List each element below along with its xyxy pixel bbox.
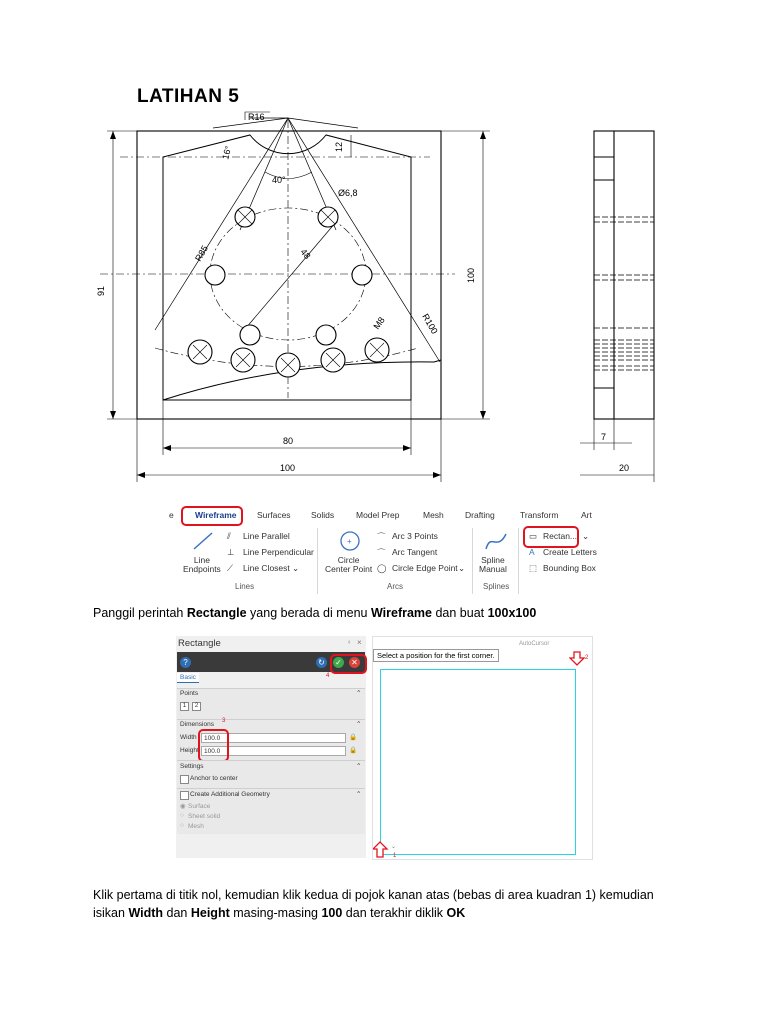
dimensions-label: Dimensions (180, 721, 214, 728)
tab-solids[interactable]: Solids (311, 510, 335, 520)
cancel-button[interactable]: ✕ (349, 657, 360, 668)
tab-model-prep[interactable]: Model Prep (356, 510, 400, 520)
collapse-icon[interactable]: ⌃ (356, 791, 362, 798)
dim-r16: R16 (248, 112, 265, 122)
point-1-button[interactable]: 1 (180, 702, 189, 711)
dim-48: 48 (298, 246, 313, 261)
tab-basic[interactable]: Basic (177, 673, 199, 683)
radio-icon[interactable]: ◉ (180, 803, 186, 810)
lock-icon[interactable]: 🔒 (349, 747, 358, 754)
highlight-dimensions (198, 729, 229, 762)
hole (205, 265, 225, 285)
points-label: Points (180, 690, 199, 697)
radio-icon[interactable]: ○ (180, 822, 184, 829)
tab-surfaces[interactable]: Surfaces (257, 510, 291, 520)
anchor-checkbox[interactable] (180, 775, 189, 784)
line-endpoints-icon[interactable] (191, 530, 215, 552)
tab-edge[interactable]: e (169, 510, 174, 520)
dim-91: 91 (96, 285, 106, 296)
tab-mesh[interactable]: Mesh (423, 510, 444, 520)
chevron-down-icon[interactable]: ⌄ (292, 563, 300, 573)
width-field[interactable]: 100.0 (201, 733, 346, 743)
settings-label: Settings (180, 763, 204, 770)
tab-transform[interactable]: Transform (520, 510, 559, 520)
hole (316, 325, 336, 345)
dim-r85: R85 (193, 243, 210, 263)
hole (240, 325, 260, 345)
svg-text:⌄: ⌄ (391, 844, 397, 850)
group-label-lines: Lines (235, 582, 255, 591)
dim-100-vertical: 100 (466, 267, 476, 283)
ok-button[interactable]: ✓ (333, 657, 344, 668)
rectangle-icon: ▭ (529, 531, 538, 541)
group-label-splines: Splines (483, 582, 510, 591)
chevron-down-icon[interactable]: ⌄ (458, 563, 466, 573)
anchor-label: Anchor to center (190, 775, 238, 782)
arc-3-points-button[interactable]: Arc 3 Points (392, 531, 438, 541)
line-perpendicular-button[interactable]: Line Perpendicular (243, 547, 314, 557)
dim-80: 80 (283, 436, 294, 446)
settings-section (177, 760, 365, 788)
svg-text:2: 2 (585, 655, 589, 661)
arc-tangent-icon: ⌒ (377, 548, 386, 558)
page-title: LATIHAN 5 (137, 86, 240, 107)
additional-checkbox[interactable] (180, 791, 189, 800)
mesh-label: Mesh (188, 823, 204, 830)
graphics-viewport[interactable] (372, 636, 593, 860)
pin-icon[interactable]: ‹ (348, 639, 351, 646)
rectangle-button[interactable]: Rectan... (543, 531, 578, 541)
circle-center-icon[interactable] (338, 530, 362, 552)
dim-r100: R100 (420, 312, 440, 336)
svg-text:+: + (347, 537, 352, 546)
lock-icon[interactable]: 🔒 (349, 734, 358, 741)
marker-3: 3 (222, 718, 226, 724)
help-button[interactable]: ? (180, 657, 191, 668)
dim-7: 7 (601, 432, 607, 442)
line-closest-icon: ⟋ (227, 563, 233, 573)
ribbon-toolbar (165, 506, 605, 596)
panel-title: Rectangle (178, 638, 221, 649)
group-label-arcs: Arcs (387, 582, 403, 591)
collapse-icon[interactable]: ⌃ (356, 690, 362, 697)
height-field[interactable]: 100.0 (201, 746, 346, 756)
height-label: Height (180, 747, 199, 754)
marker-4: 4 (326, 673, 330, 679)
spline-icon[interactable] (483, 530, 509, 552)
dim-40deg: 40° (272, 175, 286, 185)
instruction-1: Panggil perintah Rectangle yang berada di menu Wireframe dan buat 100x100 (93, 606, 537, 620)
rectangle-preview (380, 669, 576, 855)
line-parallel-icon: ⫽ (227, 531, 231, 541)
radio-icon[interactable]: ○ (180, 812, 184, 819)
tooltip: Select a position for the first corner. (373, 649, 499, 662)
hole (352, 265, 372, 285)
line-closest-button[interactable]: Line Closest (243, 563, 290, 573)
svg-text:1: 1 (393, 853, 397, 859)
create-letters-icon: A (529, 547, 535, 557)
technical-drawing (90, 105, 670, 490)
additional-label: Create Additional Geometry (190, 791, 270, 798)
close-icon[interactable]: × (357, 638, 362, 647)
arc-3-points-icon: ⌒ (377, 532, 386, 542)
bounding-box-button[interactable]: Bounding Box (543, 563, 596, 573)
highlight-rectangle (523, 526, 579, 548)
point-2-button[interactable]: 2 (192, 702, 201, 711)
sheet-solid-label: Sheet solid (188, 813, 221, 820)
line-perpendicular-icon: ⊥ (227, 547, 235, 557)
tab-wireframe[interactable]: Wireframe (195, 510, 237, 520)
bounding-box-icon: ⬚ (529, 563, 538, 573)
circle-edge-icon: ◯ (377, 563, 387, 573)
apply-button[interactable]: ↻ (316, 657, 327, 668)
tab-art[interactable]: Art (581, 510, 592, 520)
autocursor-label[interactable]: AutoCursor (519, 641, 550, 647)
spline-manual-button[interactable]: Spline Manual (479, 555, 507, 574)
line-endpoints-button[interactable]: Line Endpoints (183, 555, 221, 574)
rectangle-panel (176, 636, 366, 858)
create-letters-button[interactable]: Create Letters (543, 547, 597, 557)
line-parallel-button[interactable]: Line Parallel (243, 531, 290, 541)
instruction-2: Klik pertama di titik nol, kemudian klik kedua di pojok kanan atas (bebas di area kuadran 1) kemudian isikan Width dan Height masing-masing 100 dan terakhir diklik OK (93, 888, 654, 920)
dim-20: 20 (619, 463, 630, 473)
circle-edge-point-button[interactable]: Circle Edge Point (392, 563, 458, 573)
collapse-icon[interactable]: ⌃ (356, 763, 362, 770)
arrow-down-icon (569, 651, 591, 669)
dim-m8: M8 (371, 315, 387, 332)
chevron-down-icon[interactable]: ⌄ (582, 531, 590, 541)
surface-label: Surface (188, 803, 211, 810)
dim-12: 12 (334, 141, 344, 152)
highlight-ok (330, 654, 367, 674)
collapse-icon[interactable]: ⌃ (356, 721, 362, 728)
dim-100-horizontal: 100 (280, 463, 296, 473)
tab-drafting[interactable]: Drafting (465, 510, 495, 520)
dim-16deg: 16° (220, 144, 234, 161)
dim-phi68: Ø6,8 (338, 188, 358, 198)
arrow-up-icon (373, 841, 403, 859)
arc-tangent-button[interactable]: Arc Tangent (392, 547, 438, 557)
highlight-wireframe (181, 506, 243, 526)
circle-center-point-button[interactable]: Circle Center Point (325, 555, 373, 574)
points-section (177, 688, 365, 719)
width-label: Width (180, 734, 197, 741)
